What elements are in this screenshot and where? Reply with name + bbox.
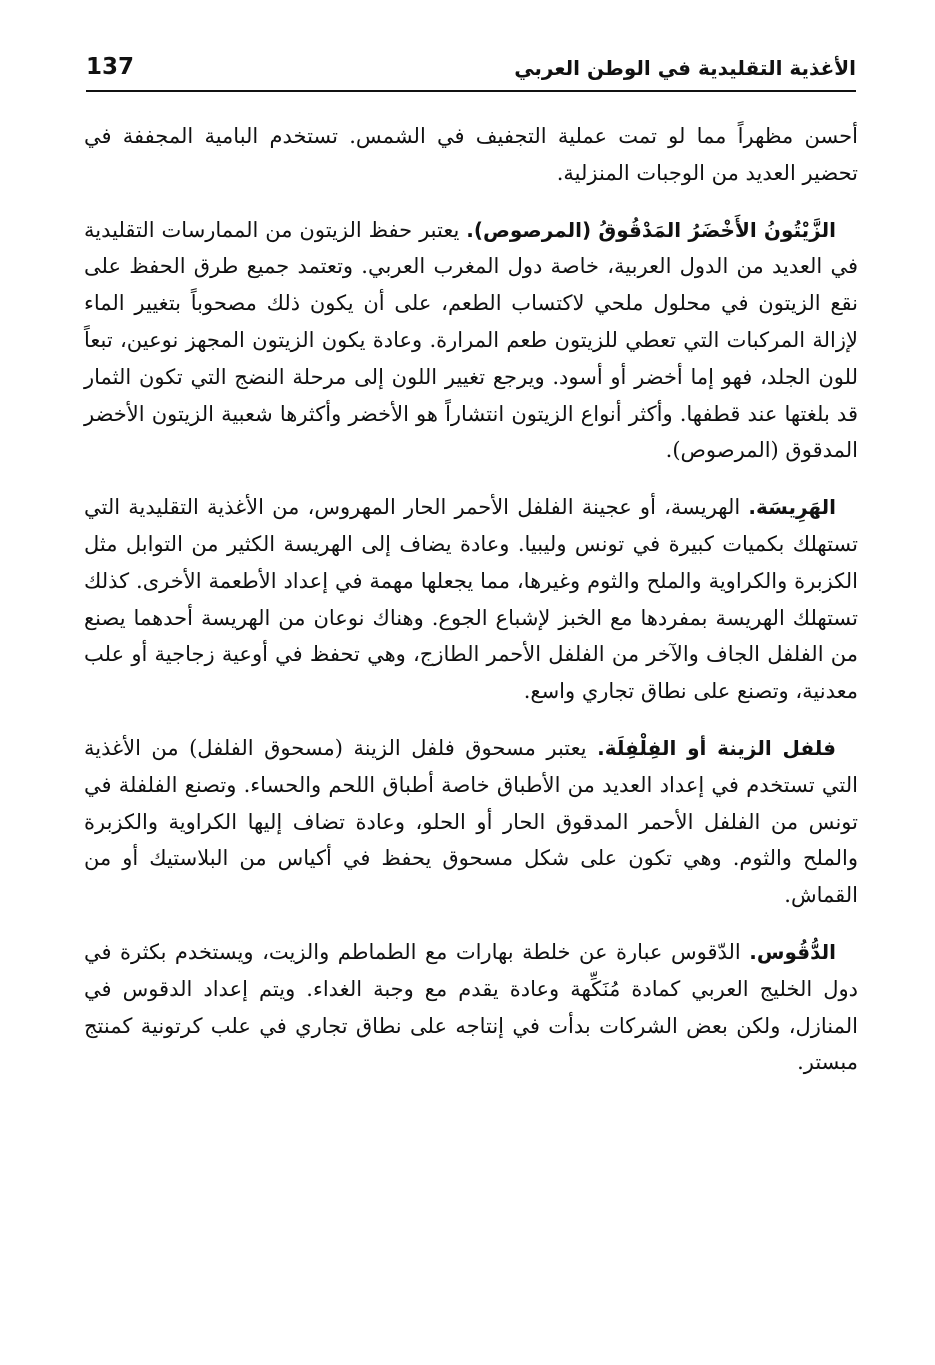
body-text xyxy=(84,118,858,1101)
paragraph-text: أحسن مظهراً مما لو تمت عملية التجفيف في الشمس. تستخدم البامية المجففة في تحضير العديد من الوجبات المنزلية. xyxy=(84,124,858,185)
running-title: الأغذية التقليدية في الوطن العربي xyxy=(514,56,856,80)
paragraph-paprika xyxy=(84,730,858,914)
paragraph-okra-continuation xyxy=(84,118,858,192)
paragraph-text: الدّقوس عبارة عن خلطة بهارات مع الطماطم والزيت، ويستخدم بكثرة في دول الخليج العربي كمادة مُنَكِّهة وعادة يقدم مع وجبة الغداء. ويتم إعداد الدقوس في المنازل، ولكن بعض الشركات بدأت في إنتاجه على نطاق تجاري في علب كرتونية كمنتج مبستر. xyxy=(84,939,858,1075)
entry-term: الزَّيْتُونُ الأَخْضَرُ المَدْقُوقُ (المرصوص). xyxy=(466,217,836,242)
running-header xyxy=(86,52,856,92)
header-rule xyxy=(86,90,856,92)
paragraph-daqqus xyxy=(84,934,858,1081)
paragraph-harissa xyxy=(84,489,858,710)
entry-term: الهَرِيسَة. xyxy=(748,495,836,520)
paragraph-text: يعتبر حفظ الزيتون من الممارسات التقليدية في العديد من الدول العربية، خاصة دول المغرب العربي. وتعتمد جميع طرق الحفظ على نقع الزيتون في محلول ملحي لاكتساب الطعم، على أن يكون ذلك مصحوباً بتغيير الماء لإزالة المركبات التي تعطي للزيتون طعم المرارة. وعادة يكون الزيتون المجهز نوعين، تبعاً للون الجلد، فهو إما أخضر أو أسود. ويرجع تغيير اللون إلى مرحلة النضج التي تكون الثمار قد بلغتها عند قطفها. وأكثر أنواع الزيتون انتشاراً هو الأخضر وأكثرها شعبية الزيتون الأخضر المدقوق (المرصوص). xyxy=(84,217,858,463)
paragraph-text: يعتبر مسحوق فلفل الزينة (مسحوق الفلفل) من الأغذية التي تستخدم في إعداد العديد من الأطباق خاصة أطباق اللحم والحساء. وتصنع الفلفلة في تونس من الفلفل الأحمر المدقوق الحار أو الحلو، وعادة تضاف إليها الكراوية والكزبرة والملح والثوم. وهي تكون على شكل مسحوق يحفظ في أكياس من البلاستيك أو من القماش. xyxy=(84,735,858,908)
page-number: 137 xyxy=(86,54,135,80)
entry-term: فلفل الزينة أو الفِلْفِلَة. xyxy=(597,735,837,760)
paragraph-text: الهريسة، أو عجينة الفلفل الأحمر الحار المهروس، من الأغذية التقليدية التي تستهلك بكميات كبيرة في تونس وليبيا. وعادة يضاف إلى الهريسة الكثير من التوابل مثل الكزبرة والكراوية والملح والثوم وغيرها، مما يجعلها مهمة في إعداد الأطعمة الأخرى. كذلك تستهلك الهريسة بمفردها مع الخبز لإشباع الجوع. وهناك نوعان من الهريسة أحدهما يصنع من الفلفل الجاف والآخر من الفلفل الأحمر الطازج، وهي تحفظ في أوعية زجاجية أو علب معدنية، وتصنع على نطاق تجاري واسع. xyxy=(84,495,858,704)
entry-term: الدُّقُوس. xyxy=(749,939,836,964)
paragraph-green-olives xyxy=(84,212,858,470)
